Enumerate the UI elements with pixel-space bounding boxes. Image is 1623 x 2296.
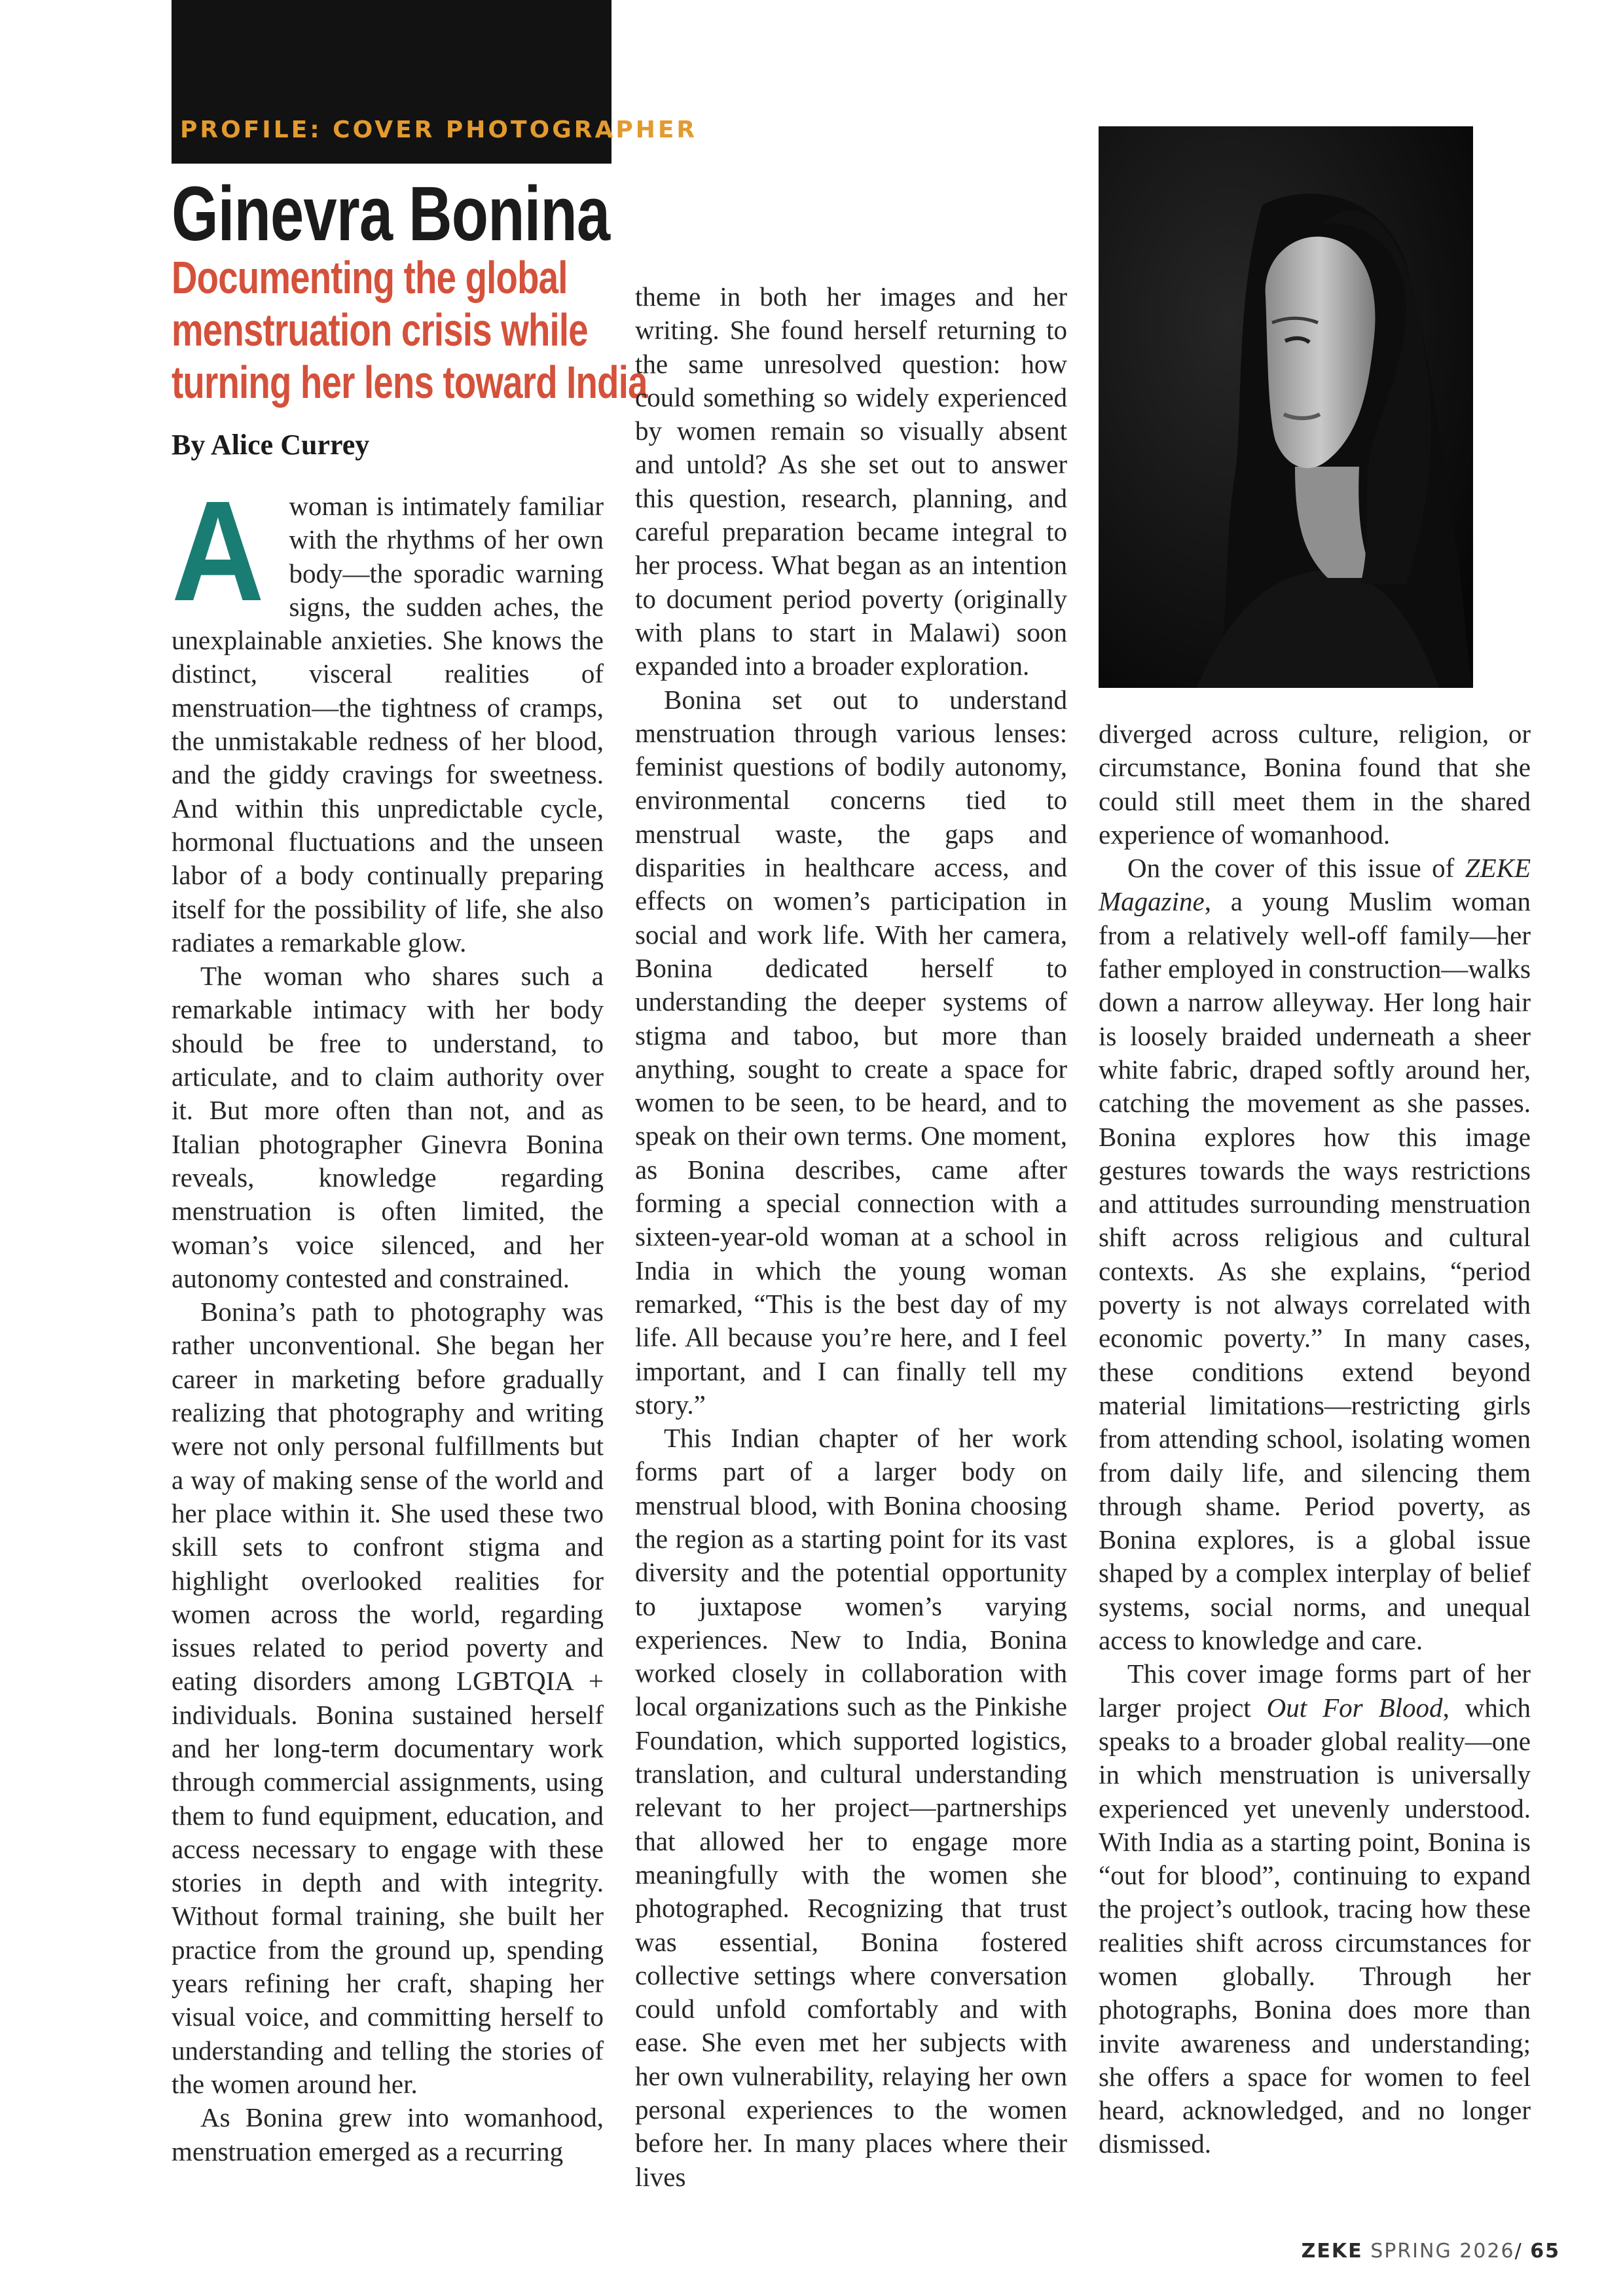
article-paragraph: This Indian chapter of her work forms part of a larger body on menstrual blood, with Bonina choosing the region as a starting point for its vast diversity and the potential opportunity to juxtapose women’s varying experiences. New to India, Bonina worked closely in collaboration with local organizations such as the Pinkishe Foundation, which supported logistics, translation, and cultural understanding relevant to her project—partnerships that allowed her to engage more meaningfully with the women she photographed. Recognizing that trust was essential, Bonina fostered collective settings where conversation could unfold comfortably and with ease. She even met her subjects with her own vulnerability, relaying her own personal experiences to the women before her. In many places where their lives [635, 1423, 1067, 2192]
article-paragraph: On the cover of this issue of ZEKE Magazine, a young Muslim woman from a relatively well-off family—her father employed in construction—walks down a narrow alleyway. Her long hair is loosely braided underneath a sheer white fabric, draped softly around her, catching the movement as she passes. Bonina explores how this image gestures towards the ways restrictions and attitudes surrounding menstruation shift across religious and cultural contexts. As she explains, “period poverty is not always correlated with economic poverty.” In many cases, these conditions extend beyond material limitations—restricting girls from attending school, isolating women from daily life, and silencing them through shame. Period poverty, as Bonina explores, is a global issue shaped by a complex interplay of belief systems, social norms, and unequal access to knowledge and care. [1099, 853, 1531, 1656]
article-headline: Ginevra Bonina [172, 171, 610, 257]
article-paragraph: The woman who shares such a remarkable intimacy with her body should be free to understand, to articulate, and to claim authority over it. But more often than not, and as Italian photographer Ginevra Bonina reveals, knowledge regarding menstruation is often limited, the woman’s voice silenced, and her autonomy contested and constrained. [172, 961, 604, 1293]
article-paragraph: This cover image forms part of her larger project Out For Blood, which speaks to a broader global reality—one in which menstruation is universally experienced yet unevenly understood. With India as a starting point, Bonina is “out for blood”, continuing to expand the project’s outlook, tracing how these realities shift across circumstances for women globally. Through her photographs, Bonina does more than invite awareness and understanding; she offers a space for women to feel heard, acknowledged, and no longer dismissed. [1099, 1659, 1531, 2159]
folio-issue: SPRING 2026 [1370, 2240, 1515, 2263]
subhead-line: menstruation crisis while [172, 304, 588, 355]
article-column-2 [635, 280, 1067, 2194]
article-subheadline [172, 251, 647, 408]
folio-separator: / [1514, 2240, 1523, 2263]
subhead-line: Documenting the global [172, 252, 568, 303]
portrait-photo [1099, 126, 1473, 688]
article-paragraph: As Bonina grew into womanhood, menstruation emerged as a recurring [172, 2102, 604, 2166]
article-column-3 [1099, 717, 1531, 2161]
subhead-line: turning her lens toward India [172, 357, 647, 408]
byline: By Alice Currey [172, 429, 370, 461]
article-paragraph: Bonina set out to understand menstruation through various lenses: feminist questions of bodily autonomy, environmental concerns tied to menstrual waste, the gaps and disparities in healthcare access, and effects on women’s participation in social and work life. With her camera, Bonina dedicated herself to understanding the deeper systems of stigma and taboo, but more than anything, sought to create a space for women to be seen, to be heard, and to speak on their own terms. One moment, as Bonina describes, came after forming a special connection with a sixteen-year-old woman at a school in India in which the young woman remarked, “This is the best day of my life. All because you’re here, and I feel important, and I can finally tell my story.” [635, 684, 1067, 1420]
article-column-1 [172, 472, 604, 2168]
article-paragraph: A woman is intimately familiar with the rhythms of her own body—the sporadic warning signs, the sudden aches, the unexplainable anxieties. She knows the distinct, visceral realities of menstruation—the tightness of cramps, the unmistakable redness of her blood, and the giddy cravings for sweetness. And within this unpredictable cycle, hormonal fluctuations and the unseen labor of a body continually preparing itself for the possibility of life, she also radiates a remarkable glow. [172, 472, 604, 958]
magazine-name: ZEKE Magazine [1099, 853, 1531, 917]
project-title: Out For Blood [1266, 1692, 1443, 1723]
article-paragraph: diverged across culture, religion, or circumstance, Bonina found that she could still meet them in the shared experience of womanhood. [1099, 719, 1531, 850]
portrait-photo-icon [1099, 126, 1473, 688]
section-label: PROFILE: COVER PHOTOGRAPHER [180, 117, 698, 143]
drop-cap: A [172, 472, 264, 631]
page-number: 65 [1530, 2240, 1560, 2263]
article-paragraph: Bonina’s path to photography was rather unconventional. She began her career in marketing before gradually realizing that photography and writing were not only personal fulfillments but a way of making sense of the world and her place within it. She used these two skill sets to confront stigma and highlight overlooked realities for women across the world, regarding issues related to period poverty and eating disorders among LGBTQIA + individuals. Bonina sustained herself and her long-term documentary work through commercial assignments, using them to fund equipment, education, and access necessary to engage with these stories in depth and with integrity. Without formal training, she built her practice from the ground up, spending years refining her craft, shaping her visual voice, and committing herself to understanding and telling the stories of the women around her. [172, 1297, 604, 2099]
article-paragraph: theme in both her images and her writing. She found herself returning to the same unresolved question: how could something so widely experienced by women remain so visually absent and untold? As she set out to answer this question, research, planning, and careful preparation became integral to her process. What began as an intention to document period poverty (originally with plans to start in Malawi) soon expanded into a broader exploration. [635, 281, 1067, 681]
folio-magazine: ZEKE [1301, 2240, 1363, 2263]
page-folio [1302, 2240, 1560, 2263]
